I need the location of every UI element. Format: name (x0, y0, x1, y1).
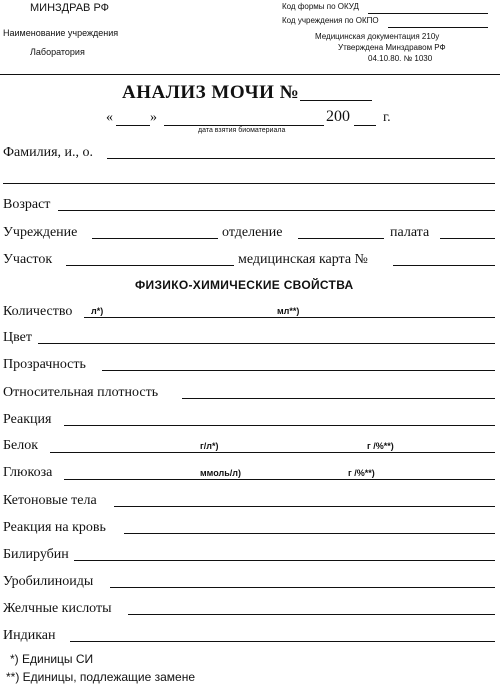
okpo-field[interactable] (388, 27, 488, 28)
protein-unit-old: г /%**) (367, 441, 394, 451)
doc-line-3: 04.10.80. № 1030 (368, 54, 433, 63)
glucose-field[interactable] (64, 479, 495, 480)
protein-label: Белок (3, 438, 39, 453)
ward-label: отделение (222, 225, 283, 240)
okud-field[interactable] (368, 13, 488, 14)
year-prefix: 200 (326, 108, 350, 125)
density-label: Относительная плотность (3, 385, 159, 400)
footnote-replaced-units: **) Единицы, подлежащие замене (6, 670, 196, 684)
day-field[interactable] (116, 125, 150, 126)
ketones-field[interactable] (114, 506, 495, 507)
okud-label: Код формы по ОКУД (282, 2, 359, 11)
department-label: Лаборатория (30, 47, 85, 57)
protein-field[interactable] (50, 452, 495, 453)
quantity-label: Количество (3, 304, 73, 319)
doc-line-2: Утверждена Минздравом РФ (338, 43, 446, 52)
date-close-quote: » (150, 110, 157, 125)
year-field[interactable] (354, 125, 376, 126)
bilirubin-label: Билирубин (3, 547, 69, 562)
name-field[interactable] (107, 158, 495, 159)
color-field[interactable] (38, 343, 495, 344)
room-field[interactable] (440, 238, 495, 239)
urobilinoids-label: Уробилиноиды (3, 574, 94, 589)
indican-field[interactable] (70, 641, 495, 642)
bile-acids-field[interactable] (128, 614, 495, 615)
quantity-unit-si: л*) (91, 306, 104, 316)
month-field[interactable] (164, 125, 324, 126)
district-field[interactable] (66, 265, 234, 266)
color-label: Цвет (3, 330, 32, 345)
protein-unit-si: г/л*) (200, 441, 219, 451)
transparency-field[interactable] (102, 370, 495, 371)
age-label: Возраст (3, 197, 51, 212)
quantity-unit-old: мл**) (277, 306, 300, 316)
institution-name-label: Наименование учреждения (3, 28, 119, 38)
indican-label: Индикан (3, 628, 56, 643)
name-label: Фамилия, и., о. (3, 145, 94, 160)
density-field[interactable] (182, 398, 495, 399)
glucose-label: Глюкоза (3, 465, 53, 480)
doc-line-1: Медицинская документация 210у (315, 32, 440, 41)
urobilinoids-field[interactable] (110, 587, 495, 588)
district-label: Участок (3, 252, 53, 267)
blood-reaction-field[interactable] (124, 533, 495, 534)
date-caption: дата взятия биоматериала (198, 127, 286, 134)
medical-card-label: медицинская карта № (238, 252, 368, 267)
date-open-quote: « (106, 110, 113, 125)
name-field-continued[interactable] (3, 183, 495, 184)
ketones-label: Кетоновые тела (3, 493, 97, 508)
okpo-label: Код учреждения по ОКПО (282, 16, 379, 25)
quantity-field[interactable] (84, 317, 495, 318)
glucose-unit-si: ммоль/л) (200, 468, 241, 478)
institution-label: Учреждение (3, 225, 78, 240)
bilirubin-field[interactable] (74, 560, 495, 561)
year-suffix: г. (383, 110, 391, 125)
analysis-number-field[interactable] (300, 100, 372, 101)
room-label: палата (390, 225, 430, 240)
ward-field[interactable] (298, 238, 384, 239)
reaction-field[interactable] (64, 425, 495, 426)
blood-reaction-label: Реакция на кровь (3, 520, 106, 535)
page-title: АНАЛИЗ МОЧИ № (122, 82, 300, 103)
footnote-si-units: *) Единицы СИ (10, 652, 94, 666)
age-field[interactable] (58, 210, 495, 211)
medical-card-field[interactable] (393, 265, 495, 266)
glucose-unit-old: г /%**) (348, 468, 375, 478)
header-divider (0, 74, 500, 75)
section-title: ФИЗИКО-ХИМИЧЕСКИЕ СВОЙСТВА (135, 278, 354, 292)
transparency-label: Прозрачность (3, 357, 86, 372)
ministry-label: МИНЗДРАВ РФ (30, 2, 110, 14)
institution-field[interactable] (92, 238, 218, 239)
bile-acids-label: Желчные кислоты (3, 601, 112, 616)
reaction-label: Реакция (3, 412, 52, 427)
